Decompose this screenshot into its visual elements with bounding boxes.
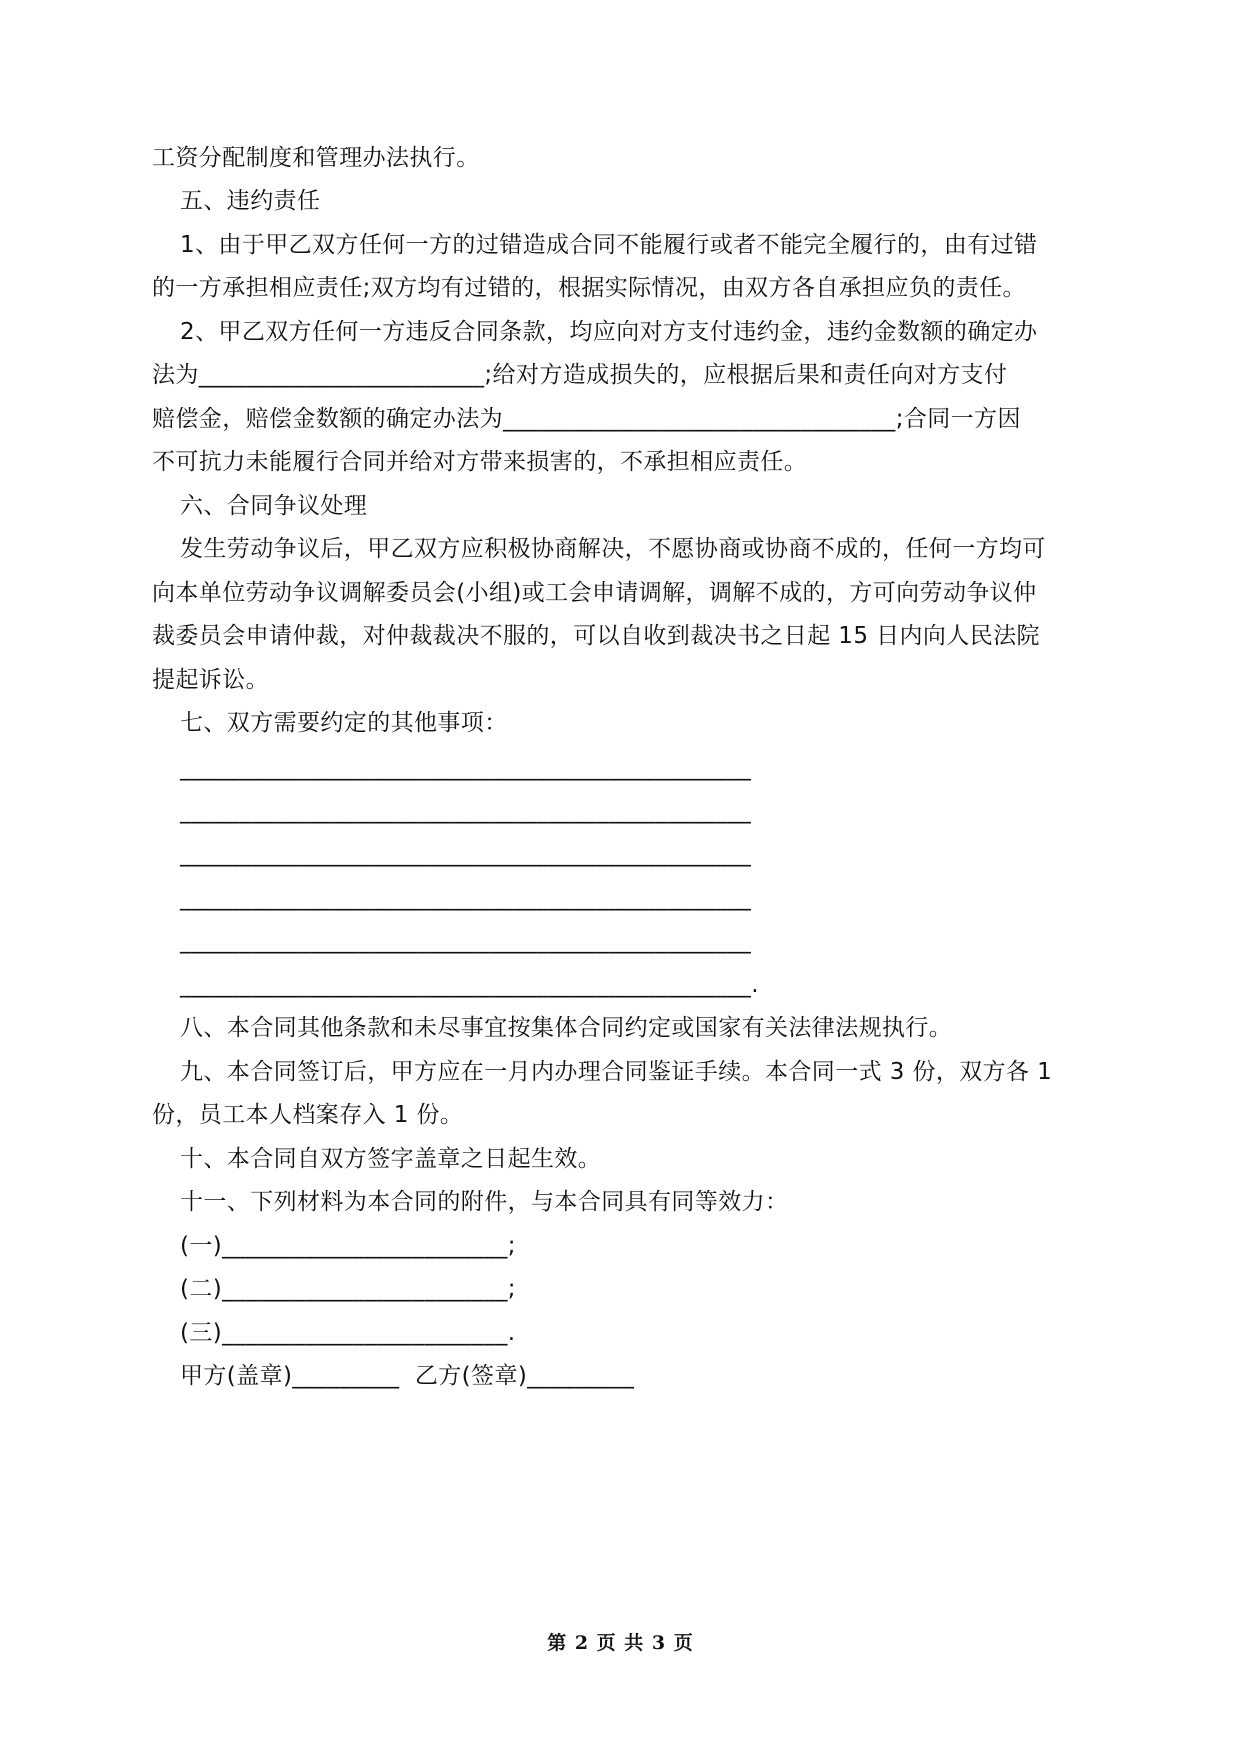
- text-line: 2、甲乙双方任何一方违反合同条款，均应向对方支付违约金，违约金数额的确定办: [180, 319, 1038, 345]
- text-line: 提起诉讼。: [152, 667, 269, 693]
- section-heading-other-matters: 七、双方需要约定的其他事项：: [180, 710, 508, 736]
- text-line: 的一方承担相应责任;双方均有过错的，根据实际情况，由双方各自承担应负的责任。: [152, 275, 1026, 301]
- section-heading-liability: 五、违约责任: [180, 188, 321, 214]
- text-line: 发生劳动争议后，甲乙双方应积极协商解决，不愿协商或协商不成的，任何一方均可: [180, 536, 1046, 562]
- signature-line: 甲方(盖章)_________ 乙方(签章)_________: [180, 1363, 635, 1389]
- text-line: 十一、下列材料为本合同的附件，与本合同具有同等效力：: [180, 1189, 789, 1215]
- text-line: 1、由于甲乙双方任何一方的过错造成合同不能履行或者不能完全履行的，由有过错: [180, 232, 1038, 258]
- text-line: 工资分配制度和管理办法执行。: [152, 145, 480, 171]
- blank-line: ________________________________________________.: [180, 972, 759, 998]
- blank-line: ________________________________________________: [180, 885, 752, 911]
- text-line: 向本单位劳动争议调解委员会(小组)或工会申请调解，调解不成的，方可向劳动争议仲: [152, 580, 1037, 606]
- blank-line: ________________________________________________: [180, 928, 752, 954]
- attachment-line: (三)________________________.: [180, 1320, 516, 1346]
- text-line: 裁委员会申请仲裁，对仲裁裁决不服的，可以自收到裁决书之日起 15 日内向人民法院: [152, 623, 1040, 649]
- page-number: 第 2 页 共 3 页: [547, 1632, 694, 1654]
- blank-line: ________________________________________________: [180, 798, 752, 824]
- text-line: 份，员工本人档案存入 1 份。: [152, 1102, 464, 1128]
- blank-line: ________________________________________________: [180, 841, 752, 867]
- text-line: 法为________________________;给对方造成损失的，应根据后果和责任向对方支付: [152, 362, 1008, 388]
- section-heading-dispute: 六、合同争议处理: [180, 493, 368, 519]
- blank-line: ________________________________________________: [180, 755, 752, 781]
- text-line: 九、本合同签订后，甲方应在一月内办理合同鉴证手续。本合同一式 3 份，双方各 1: [180, 1059, 1053, 1085]
- text-line: 十、本合同自双方签字盖章之日起生效。: [180, 1146, 602, 1172]
- attachment-line: (一)________________________;: [180, 1233, 516, 1259]
- text-line: 八、本合同其他条款和未尽事宜按集体合同约定或国家有关法律法规执行。: [180, 1015, 953, 1041]
- text-line: 不可抗力未能履行合同并给对方带来损害的，不承担相应责任。: [152, 449, 808, 475]
- attachment-line: (二)________________________;: [180, 1276, 516, 1302]
- text-line: 赔偿金，赔偿金数额的确定办法为_________________________________;合同一方因: [152, 406, 1021, 432]
